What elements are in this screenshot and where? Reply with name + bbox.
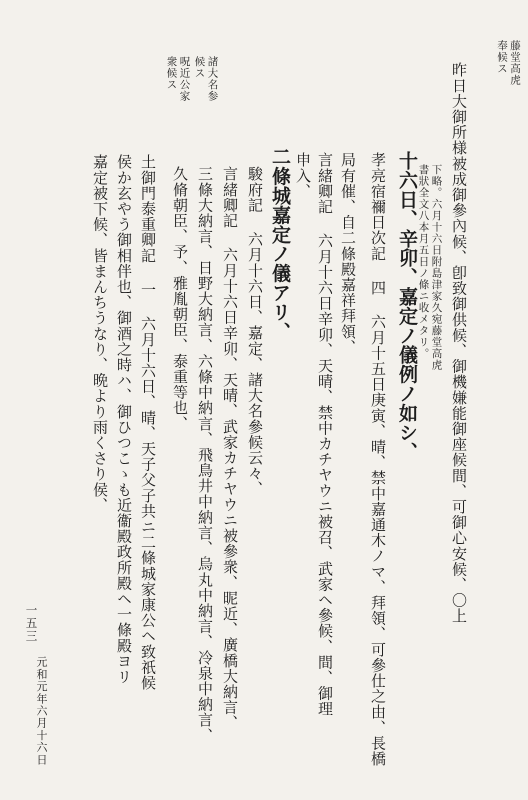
footer-date: 元和元年六月十六日 [35,656,48,766]
margin-note-takatora [510,40,521,86]
text-line-11: 言緒卿記 六月十六日辛卯、天晴、武家カチヤウニ被參衆、昵近、廣橋大納言、 [221,166,239,731]
margin-note-takatora-2 [497,40,508,75]
text-line-7: 言緒卿記 六月十六日辛卯、天晴、禁中カチヤウニ被召、武家ヘ參候、間、御理 [316,152,334,717]
text-line-2: 下略。六月十六日附島津家久宛藤堂高虎 [430,164,443,371]
text-line-10: 駿府記 六月十六日、嘉定、諸大名參候云々、 [246,166,264,497]
entry-heading-nijo: 二條城嘉定ノ儀アリ、 [269,147,291,341]
text-line-5: 孝亮宿禰日次記 四 六月十五日庚寅、晴、禁中嘉通木ノマ、拜領、可參仕之由、長橋 [369,152,387,767]
margin-note-line: 藤堂高虎 [509,40,521,86]
text-line-13: 久脩朝臣、予、雅胤朝臣、泰重等也、 [171,166,189,432]
entry-heading-date: 十六日、辛卯、嘉定ノ儀例ノ如シ、 [396,151,418,462]
text-line-1: 昨日大御所様被成御參內候、卽致御供候、御機嫌能御座候間、可御心安候、〇上 [450,62,468,624]
text-line-15: 侯か玄やう御相伴也、御酒之時ハ、御ひつこゝも近衞殿政所殿ヘ一條殿ヨリ [115,154,133,685]
text-line-14: 土御門泰重卿記 一 六月十六日、晴、天子父子共ニ二條城家康公ヘ致祇候 [139,154,157,691]
text-line-6: 局有催、自二條殿嘉祥拜領、 [339,152,357,355]
margin-note-daimyo-2: 候ス [193,56,206,79]
margin-note-daimyo: 諸大名参 [206,56,219,102]
page-number: 一五三 [24,604,39,643]
text-line-12: 三條大納言、日野大納言、六條中納言、飛鳥井中納言、烏丸中納言、冷泉中納言、 [196,166,214,744]
text-line-8: 申入、 [294,152,312,199]
margin-note-kuge-2: 衆候ス [165,56,178,91]
text-line-16: 嘉定被下候、皆まんちうなり、晩より雨くさり侯、 [91,154,109,513]
margin-note-kuge: 呪近公家 [178,56,191,102]
margin-note-line: 奉候ス [496,40,508,75]
text-line-3: 書狀全文八本月五日ノ條ニ收メタリ。 [417,164,430,360]
